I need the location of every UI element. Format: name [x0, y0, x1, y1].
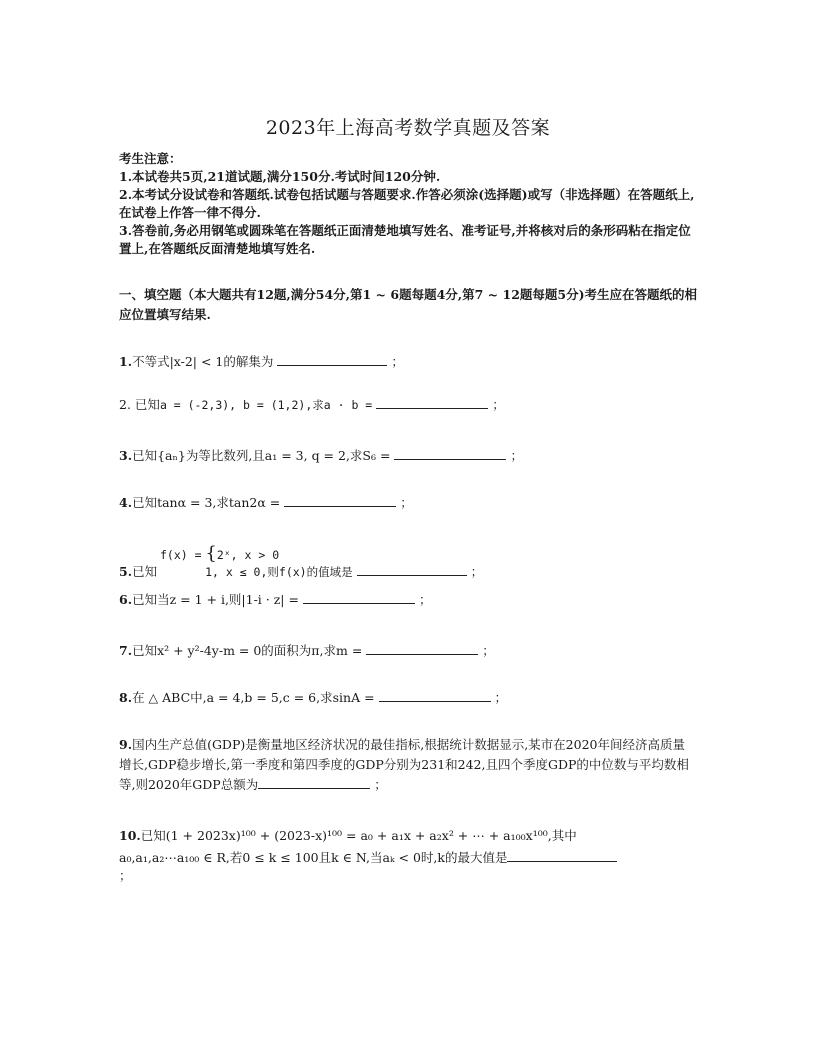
section-one-heading: 一、填空题（本大题共有12题,满分54分,第1 ~ 6题每题4分,第7 ~ 12题每题5分)考生应在答题纸的相应位置填写结果. [119, 287, 697, 322]
notice-block [119, 150, 699, 258]
question-text: 已知x² + y²-4y-m = 0的面积为π,求m = [132, 643, 363, 658]
notice-item-3: 3.答卷前,务必用钢笔或圆珠笔在答题纸正面清楚地填写姓名、准考证号,并将核对后的条形码粘在指定位置上,在答题纸反面清楚地填写姓名. [119, 223, 691, 256]
question-text: 国内生产总值(GDP)是衡量地区经济状况的最佳指标,根据统计数据显示,某市在2020年间经济高质量增长,GDP稳步增长,第一季度和第四季度的GDP分别为231和242,且四个季度GDP的中位数与平均数相等,则2020年GDP总额为 [119, 737, 689, 792]
answer-blank[interactable] [376, 396, 488, 409]
question-end: ； [510, 448, 523, 463]
question-end: ； [400, 495, 413, 510]
brace-icon: { [205, 543, 217, 564]
answer-blank[interactable] [507, 849, 617, 862]
question-end: ； [391, 354, 404, 369]
question-end: ； [374, 777, 387, 792]
answer-blank[interactable] [277, 353, 387, 366]
question-5 [119, 562, 483, 580]
piecewise-row-1 [160, 543, 279, 564]
question-text: 已知当z = 1 + i,则|1-i · z| = [132, 592, 299, 607]
question-number: 2. [119, 397, 131, 412]
question-7 [119, 641, 495, 659]
question-prefix: 已知 [134, 397, 160, 412]
piecewise-case-1: 2ˣ, x > 0 [216, 548, 280, 562]
question-number: 7. [119, 643, 133, 658]
question-prefix: 已知 [132, 564, 158, 579]
notice-item-1: 1.本试卷共5页,21道试题,满分150分.考试时间120分钟. [119, 169, 441, 184]
answer-blank[interactable] [284, 494, 396, 507]
answer-blank[interactable] [357, 563, 467, 576]
answer-blank[interactable] [394, 447, 506, 460]
question-number: 6. [119, 592, 133, 607]
page-title: 2023年上海高考数学真题及答案 [265, 117, 551, 139]
answer-blank[interactable] [258, 776, 370, 789]
question-number: 8. [119, 690, 133, 705]
question-10-line-1 [119, 826, 577, 844]
question-number: 10. [119, 828, 141, 843]
question-1 [119, 352, 404, 370]
question-expression: a = (-2,3), b = (1,2),求a · b = [159, 398, 373, 412]
question-end: ； [482, 643, 495, 658]
piecewise-case-2: 1, x ≤ 0,则f(x)的值域是 [205, 565, 353, 579]
question-text: 已知(1 + 2023x)¹⁰⁰ + (2023-x)¹⁰⁰ = a₀ + a₁x + a₂x² + ⋯ + a₁₀₀x¹⁰⁰,其中 [140, 828, 577, 843]
question-10-line-3 [119, 866, 132, 884]
question-text: 在 △ ABC中,a = 4,b = 5,c = 6,求sinA = [132, 690, 375, 705]
question-text: 不等式|x-2| < 1的解集为 [132, 354, 274, 369]
question-number: 3. [119, 448, 133, 463]
question-end: ； [119, 868, 132, 883]
question-number: 1. [119, 354, 133, 369]
question-3 [119, 446, 523, 464]
piecewise-fx: f(x) = [160, 548, 202, 562]
answer-blank[interactable] [366, 642, 478, 655]
notice-item-2: 2.本考试分设试卷和答题纸.试卷包括试题与答题要求.作答必须涂(选择题)或写（非选择题）在答题纸上,在试卷上作答一律不得分. [119, 187, 695, 220]
question-number: 9. [119, 737, 133, 752]
question-6 [119, 590, 431, 608]
question-2 [119, 395, 505, 413]
question-end: ； [492, 397, 505, 412]
question-text: 已知tanα = 3,求tan2α = [132, 495, 281, 510]
question-end: ； [470, 564, 484, 579]
notice-heading: 考生注意： [119, 151, 182, 166]
question-text: a₀,a₁,a₂⋯a₁₀₀ ∈ R,若0 ≤ k ≤ 100且k ∈ N,当aₖ < 0时,k的最大值是 [119, 850, 508, 865]
question-text: 已知{aₙ}为等比数列,且a₁ = 3, q = 2,求S₆ = [132, 448, 391, 463]
question-9 [119, 735, 697, 795]
question-end: ； [494, 690, 508, 705]
question-number: 5. [119, 564, 133, 579]
question-number: 4. [119, 495, 133, 510]
question-8 [119, 688, 507, 706]
question-10-line-2 [119, 848, 617, 866]
question-4 [119, 493, 413, 511]
question-end: ； [418, 592, 432, 607]
answer-blank[interactable] [379, 689, 491, 702]
answer-blank[interactable] [303, 591, 415, 604]
